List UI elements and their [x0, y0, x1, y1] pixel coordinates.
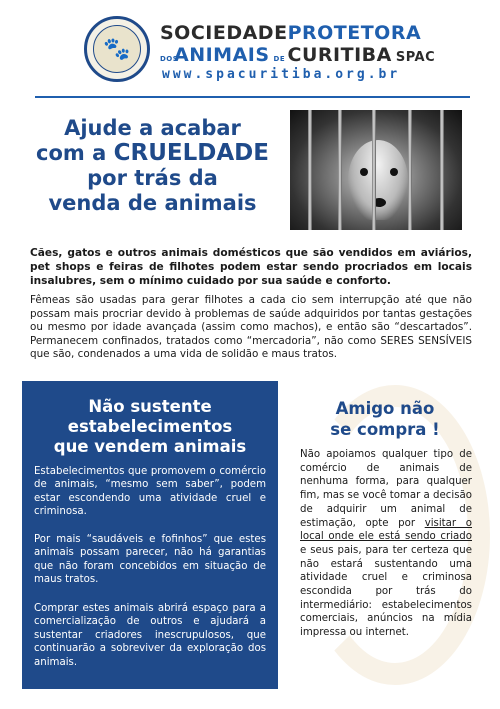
- right-box-body: Não apoiamos qualquer tipo de comércio de animais de nenhuma forma, para qualquer fim, mas se você tomar a decisão de adquirir um animal de estimação, opte por visitar o local onde ele está sendo criado e seus pais, para ter certeza que não estará sustentando uma atividade cruel e criminosa escondida por trás do intermediário: estabelecimentos comerciais, anúncios na mídia impressa ou internet.: [300, 449, 472, 639]
- org-name-line2: DOS ANIMAIS DE CURITIBA SPAC: [160, 44, 436, 66]
- intro-bold-paragraph: Cães, gatos e outros animais domésticos que são vendidos em aviários, pet shops e feiras de filhotes podem estar sendo procriados em locais insalubres, sem o mínimo cuidado por sua saúde e conforto.: [30, 247, 472, 287]
- right-box-title: Amigo não se compra !: [330, 399, 440, 439]
- visit-breeder-emphasis: visitar o local onde ele está sendo criado: [300, 517, 472, 543]
- caged-dog-photo: [290, 110, 462, 230]
- cage-bar: [308, 110, 312, 230]
- cage-bar: [408, 110, 412, 230]
- left-box-title: Não sustente estabelecimentos que vendem animais: [53, 397, 247, 456]
- left-box-paragraph-1: Estabelecimentos que promovem o comércio de animais, “mesmo sem saber”, podem estar escondendo uma atividade cruel e criminosa.: [34, 466, 266, 518]
- org-name-line1: SOCIEDADEPROTETORA: [160, 22, 422, 44]
- left-box-paragraph-3: Comprar estes animais abrirá espaço para a comercialização de outros e ajudará a sustentar criadores inescrupulosos, que continuarão a sobreviver da exploração dos animais.: [34, 603, 266, 668]
- dog-eye-left: [360, 168, 368, 176]
- org-website-link[interactable]: www.spacuritiba.org.br: [162, 67, 401, 82]
- cage-bar: [440, 110, 444, 230]
- intro-body-paragraph: Fêmeas são usadas para gerar filhotes a cada cio sem interrupção até que não possam mais procriar devido à problemas de saúde adquiridos por tantas gestações ou mesmo por idade avançada (assim como machos), e então são “descartados”. Permanecem confinados, tratados como “mercadoria”, não como SERES SENSÍVEIS que são, condenados a uma vida de solidão e maus tratos.: [30, 294, 472, 361]
- spac-logo: [84, 16, 150, 82]
- dog-cat-emblem-icon: 🐾: [93, 25, 141, 73]
- org-name: [160, 22, 480, 69]
- headline: Ajude a acabar com a CRUELDADE por trás da venda de animais: [36, 116, 269, 215]
- cage-bar: [338, 110, 342, 230]
- header-divider: [35, 96, 470, 98]
- cage-bar: [372, 110, 376, 230]
- left-box-paragraph-2: Por mais “saudáveis e fofinhos” que estes animais possam parecer, não há garantias que não foram concebidos em situação de maus tratos.: [34, 534, 266, 586]
- left-info-box: [22, 381, 278, 689]
- dog-face: [348, 140, 408, 220]
- dog-eye-right: [390, 168, 398, 176]
- header: [0, 0, 500, 100]
